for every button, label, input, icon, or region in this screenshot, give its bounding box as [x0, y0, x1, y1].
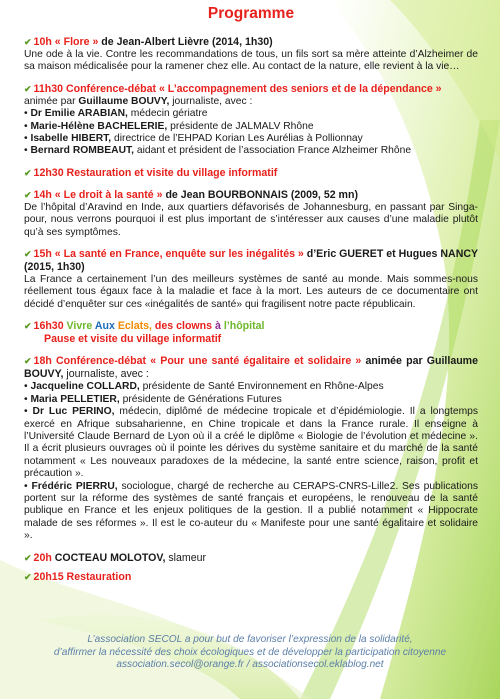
time-label: 20h15 [33, 570, 64, 583]
program-item-16h30 [24, 320, 478, 346]
event-word: à [214, 320, 221, 333]
speaker-bio: médecin, diplômé de médecine tropicale et d’épidémiologie. Il a longtemps exercé en Afrique subsaharienne, en Chine tropicale et dans la France rurale. Il enseigne à l’Université Claude Bernard de Lyon où il a créé le diplôme « Biologie de l’évolution et médecine ». Il a écrit plusieurs ouvrages où il pointe les dérives du système sanitaire et du marché de la santé notamment « Les nouveaux paradoxes de la médecine, la santé entre science, raison, profit et précaution ». [24, 406, 479, 480]
pause-label: Pause et visite du village informatif [44, 333, 222, 346]
time-label: 10h [33, 36, 52, 48]
speaker-item: • Dr Luc PERINO, médecin, diplômé de médecine tropicale et d’épidémiologie. Il a longtemps exercé en Afrique subsaharienne, en Chine tropicale et dans la France rurale. Il enseigne à l’Université Claude Bernard de Lyon où il a créé le diplôme « Biologie de l’évolution et médecine ». Il a écrit plusieurs ouvrages où il pointe les dérives du système sanitaire et du marché de la santé notamment « Les nouveaux paradoxes de la médecine, la santé entre science, raison, profit et précaution ». [24, 406, 479, 480]
break-label: Restauration [66, 570, 132, 583]
speaker-role: médecin gériatre [127, 108, 208, 120]
speaker-name: Isabelle HIBERT, [30, 133, 112, 145]
item-description: La France a certainement l’un des meilleurs systèmes de santé au monde. Mais sommes-nous réellement tous égaux face à la maladie et face à la mort. Les auteurs de ce documentaire ont décidé d’enquêter sur ces «inégalités de santé» qui fragilisent notre pacte républicain. [24, 274, 478, 310]
speaker-role: aidant et président de l’association France Alzheimer Rhône [134, 145, 412, 157]
event-word: Vivre [66, 320, 93, 333]
check-icon: ✔ [24, 83, 32, 94]
conference-title: Conférence-débat « Pour une santé égalitaire et solidaire » [55, 355, 362, 368]
moderator-role: journaliste, avec : [169, 95, 253, 107]
check-icon: ✔ [24, 189, 32, 200]
moderator-prefix: animée par [24, 95, 79, 107]
association-footer [0, 634, 500, 672]
page-title: Programme [207, 5, 295, 22]
speaker-item: • Frédéric PIERRU, sociologue, chargé de recherche au CERAPS-CNRS-Lille2. Ses publications portent sur la réforme des systèmes de santé français et européens, le renouveau de la santé publique en France et les enjeux politiques de la gestion. Il a publié notamment « Hippocrate malade de ses réformes ». Il est le co-auteur du « Manifeste pour une santé égalitaire et solidaire ». [24, 480, 478, 542]
speaker-name: Bernard ROMBEAUT, [30, 145, 135, 157]
film-title: « Le droit à la santé » [54, 188, 163, 201]
film-title: « La santé en France, enquête sur les inégalités » [54, 248, 304, 261]
program-item-18h [24, 355, 478, 542]
film-credits: d’Eric GUERET et Hugues NANCY (2015, 1h30) [24, 248, 478, 274]
speaker-name: Dr Emilie ARABIAN, [30, 108, 128, 120]
film-title: « Flore » [54, 36, 99, 48]
speaker-name: Frédéric PIERRU, [31, 480, 118, 492]
check-icon: ✔ [24, 321, 32, 332]
speaker-role: directrice de l’EHPAD Korian Les Aurélias à Pollionnay [111, 133, 363, 145]
time-label: 16h30 [33, 320, 64, 333]
speaker-item: • Bernard ROMBEAUT, aidant et président de l’association France Alzheimer Rhône [24, 145, 412, 157]
speaker-name: Marie-Hélène BACHELERIE, [30, 120, 168, 132]
program-item-15h [24, 248, 478, 311]
event-word: l’hôpital [223, 320, 265, 333]
footer-contact: association.secol@orange.fr / associationsecol.eklablog.net [116, 659, 384, 670]
check-icon: ✔ [24, 552, 32, 563]
event-word: Aux [94, 320, 115, 333]
moderator-prefix: animée par [361, 355, 423, 368]
speaker-name: Maria PELLETIER, [30, 393, 120, 405]
footer-line: L’association SECOL a pour but de favoriser l’expression de la solidarité, [87, 634, 413, 645]
speaker-name: Dr Luc PERINO, [32, 406, 115, 418]
footer-line: d’affirmer la nécessité des choix écologiques et de développer la participation citoyenne [53, 646, 447, 658]
check-icon: ✔ [24, 167, 32, 178]
program-item-20h15 [24, 571, 478, 584]
break-label: Restauration et visite du village informatif [66, 166, 278, 179]
program-item-12h30 [24, 167, 478, 180]
performer-role: slameur [165, 551, 207, 564]
program-item-20h [24, 552, 478, 565]
time-label: 11h30 [33, 82, 64, 95]
time-label: 12h30 [33, 166, 64, 179]
item-description: De l’hôpital d’Aravind en Inde, aux quartiers défavorisés de Johannesburg, en passant par Singa-pour, nous verrons pourquoi il est plus important de s’intéresser aux causes d’une maladie plutôt qu’à ses symptômes. [24, 201, 478, 238]
film-credits: de Jean-Albert Lièvre (2014, 1h30) [98, 36, 273, 48]
time-label: 18h [33, 355, 52, 368]
event-word: des clowns [154, 320, 213, 333]
moderator-role: journaliste, avec : [63, 368, 149, 381]
speaker-bio: sociologue, chargé de recherche au CERAPS-CNRS-Lille2. Ses publications portent sur la réforme des systèmes de santé français et européens, le renouveau de la santé publique en France et les enjeux politiques de la gestion. Il a publié notamment « Hippocrate malade de ses réformes ». Il est le co-auteur du « Manifeste pour une santé égalitaire et solidaire ». [24, 480, 478, 542]
performer-name: COCTEAU MOLOTOV, [54, 551, 166, 564]
item-description: Une ode à la vie. Contre les recommandations de tous, un fils sort sa mère atteinte d’Alzheimer de sa maison médicalisée pour la ramener chez elle. Au contact de la nature, elle revient à la vie… [24, 49, 478, 73]
speaker-role: présidente de JALMALV Rhône [167, 120, 314, 132]
moderator-name: Guillaume BOUVY, [24, 355, 478, 381]
moderator-name: Guillaume BOUVY, [78, 95, 170, 107]
check-icon: ✔ [24, 571, 32, 582]
moderator-line [24, 96, 478, 108]
check-icon: ✔ [24, 249, 32, 260]
speaker-item: • Maria PELLETIER, présidente de Générations Futures [24, 393, 282, 405]
time-label: 15h [33, 248, 52, 261]
time-label: 20h [33, 551, 52, 564]
event-word: Eclats, [117, 320, 152, 333]
program-item-10h [24, 36, 478, 74]
speaker-item: • Jacqueline COLLARD, présidente de Santé Environnement en Rhône-Alpes [24, 381, 384, 393]
speaker-role: présidente de Santé Environnement en Rhône-Alpes [139, 381, 384, 393]
speaker-item: • Isabelle HIBERT, directrice de l’EHPAD Korian Les Aurélias à Pollionnay [24, 133, 363, 145]
program-item-14h [24, 189, 478, 239]
speaker-name: Jacqueline COLLARD, [30, 381, 140, 393]
speaker-item: • Dr Emilie ARABIAN, médecin gériatre [24, 108, 208, 120]
time-label: 14h [33, 188, 52, 201]
film-credits: de Jean BOURBONNAIS (2009, 52 mn) [162, 188, 358, 201]
program-item-11h30 [24, 83, 478, 158]
check-icon: ✔ [24, 356, 32, 367]
speaker-item: • Marie-Hélène BACHELERIE, présidente de JALMALV Rhône [24, 120, 314, 132]
check-icon: ✔ [24, 37, 32, 47]
conference-title: Conférence-débat « L’accompagnement des seniors et de la dépendance » [65, 82, 442, 95]
speaker-role: présidente de Générations Futures [119, 393, 282, 405]
